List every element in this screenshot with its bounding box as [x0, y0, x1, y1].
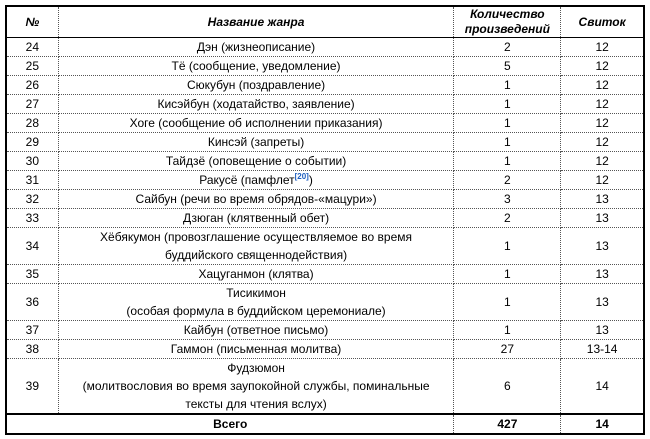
table-row — [6, 114, 644, 133]
table-row — [6, 265, 644, 284]
total-scroll: 14 — [561, 414, 644, 434]
scroll-number: 12 — [561, 114, 644, 133]
table-row — [6, 284, 644, 321]
scroll-number: 12 — [561, 76, 644, 95]
work-count: 2 — [454, 171, 561, 190]
work-count: 1 — [454, 152, 561, 171]
table-row — [6, 76, 644, 95]
work-count: 1 — [454, 265, 561, 284]
genre-name — [58, 284, 454, 321]
genre-name-text: Тё (сообщение, уведомление) — [171, 59, 341, 73]
genre-name-text: Фудзюмон — [227, 361, 285, 375]
row-num: 38 — [6, 340, 58, 359]
genre-name-text: Гаммон (письменная молитва) — [170, 342, 342, 356]
table-row — [6, 57, 644, 76]
genre-name-line — [63, 377, 450, 395]
row-num: 29 — [6, 133, 58, 152]
genre-name-text: Дзюган (клятвенный обет) — [182, 211, 330, 225]
row-num: 36 — [6, 284, 58, 321]
row-num: 24 — [6, 38, 58, 57]
genre-name-line — [63, 340, 450, 358]
scroll-number: 12 — [561, 133, 644, 152]
genre-name-text: Хоге (сообщение об исполнении приказания) — [129, 116, 383, 130]
genre-name-text: Ракусё (памфлет — [199, 173, 295, 187]
scroll-number: 13 — [561, 209, 644, 228]
genre-name-line — [63, 171, 450, 189]
total-label: Всего — [6, 414, 454, 434]
header-scroll: Свиток — [561, 6, 644, 38]
header-count: Количество произведений — [454, 6, 561, 38]
row-num: 33 — [6, 209, 58, 228]
work-count: 1 — [454, 228, 561, 265]
scroll-number: 13 — [561, 321, 644, 340]
row-num: 37 — [6, 321, 58, 340]
work-count: 1 — [454, 321, 561, 340]
work-count: 1 — [454, 95, 561, 114]
work-count: 1 — [454, 133, 561, 152]
genre-name — [58, 76, 454, 95]
genre-name-line — [63, 152, 450, 170]
work-count: 2 — [454, 209, 561, 228]
genre-name — [58, 359, 454, 415]
scroll-number: 12 — [561, 57, 644, 76]
row-num: 27 — [6, 95, 58, 114]
header-name: Название жанра — [58, 6, 454, 38]
genre-name-line — [63, 359, 450, 377]
genre-name-line — [63, 395, 450, 413]
scroll-number: 13 — [561, 190, 644, 209]
table-row — [6, 95, 644, 114]
table-row — [6, 321, 644, 340]
row-num: 28 — [6, 114, 58, 133]
work-count: 1 — [454, 114, 561, 133]
row-num: 25 — [6, 57, 58, 76]
genre-name-text: тексты для чтения вслух) — [185, 397, 327, 411]
genre-name-text: Хёбякумон (провозглашение осуществляемое во время — [100, 230, 413, 244]
table-row — [6, 152, 644, 171]
genre-name-line — [63, 265, 450, 283]
genre-name-text: (молитвословия во время заупокойной службы, поминальные — [82, 379, 430, 393]
genre-name-line — [63, 133, 450, 151]
row-num: 34 — [6, 228, 58, 265]
genre-name-line — [63, 246, 450, 264]
genre-table — [5, 5, 645, 435]
scroll-number: 12 — [561, 152, 644, 171]
genre-name — [58, 38, 454, 57]
genre-name-text: Дэн (жизнеописание) — [196, 40, 316, 54]
header-num: № — [6, 6, 58, 38]
genre-name — [58, 228, 454, 265]
genre-name-text: Кайбун (ответное письмо) — [183, 323, 329, 337]
row-num: 35 — [6, 265, 58, 284]
genre-name — [58, 321, 454, 340]
genre-name — [58, 114, 454, 133]
table-row — [6, 340, 644, 359]
work-count: 5 — [454, 57, 561, 76]
genre-name-text: Сайбун (речи во время обрядов-«мацури») — [135, 192, 377, 206]
total-count: 427 — [454, 414, 561, 434]
genre-name-line — [63, 228, 450, 246]
row-num: 31 — [6, 171, 58, 190]
genre-name — [58, 95, 454, 114]
table-row — [6, 190, 644, 209]
row-num: 39 — [6, 359, 58, 415]
genre-name-text: Сюкубун (поздравление) — [186, 78, 326, 92]
scroll-number: 12 — [561, 171, 644, 190]
table-row — [6, 228, 644, 265]
scroll-number: 13 — [561, 284, 644, 321]
work-count: 6 — [454, 359, 561, 415]
genre-name — [58, 171, 454, 190]
genre-name — [58, 340, 454, 359]
genre-name-line — [63, 284, 450, 302]
genre-name — [58, 209, 454, 228]
total-row — [6, 414, 644, 434]
table-row — [6, 38, 644, 57]
work-count: 27 — [454, 340, 561, 359]
row-num: 26 — [6, 76, 58, 95]
row-num: 32 — [6, 190, 58, 209]
genre-name — [58, 190, 454, 209]
genre-name-text: буддийского священнодействия) — [165, 248, 348, 262]
work-count: 3 — [454, 190, 561, 209]
scroll-number: 14 — [561, 359, 644, 415]
genre-name-line — [63, 302, 450, 320]
scroll-number: 12 — [561, 38, 644, 57]
genre-name-line — [63, 38, 450, 56]
genre-name-line — [63, 76, 450, 94]
genre-name-tail: ) — [308, 173, 313, 187]
footnote-link[interactable]: [20] — [294, 172, 309, 181]
genre-name-text: Хацуганмон (клятва) — [198, 267, 314, 281]
work-count: 2 — [454, 38, 561, 57]
table-row — [6, 209, 644, 228]
scroll-number: 13 — [561, 228, 644, 265]
genre-name-text: Тисикимон — [226, 286, 286, 300]
table-row — [6, 133, 644, 152]
genre-name — [58, 57, 454, 76]
header-row — [6, 6, 644, 38]
genre-name-text: Кисэйбун (ходатайство, заявление) — [157, 97, 355, 111]
scroll-number: 13 — [561, 265, 644, 284]
table-row — [6, 359, 644, 415]
scroll-number: 13-14 — [561, 340, 644, 359]
genre-name-line — [63, 209, 450, 227]
table-row — [6, 171, 644, 190]
genre-name-line — [63, 95, 450, 113]
genre-name — [58, 265, 454, 284]
genre-name-text: (особая формула в буддийском церемониале) — [126, 304, 386, 318]
genre-name — [58, 152, 454, 171]
genre-name — [58, 133, 454, 152]
genre-name-text: Кинсэй (запреты) — [207, 135, 305, 149]
work-count: 1 — [454, 76, 561, 95]
genre-name-line — [63, 114, 450, 132]
genre-name-text: Тайдзё (оповещение о событии) — [165, 154, 347, 168]
genre-name-line — [63, 190, 450, 208]
row-num: 30 — [6, 152, 58, 171]
work-count: 1 — [454, 284, 561, 321]
scroll-number: 12 — [561, 95, 644, 114]
genre-name-line — [63, 321, 450, 339]
genre-name-line — [63, 57, 450, 75]
